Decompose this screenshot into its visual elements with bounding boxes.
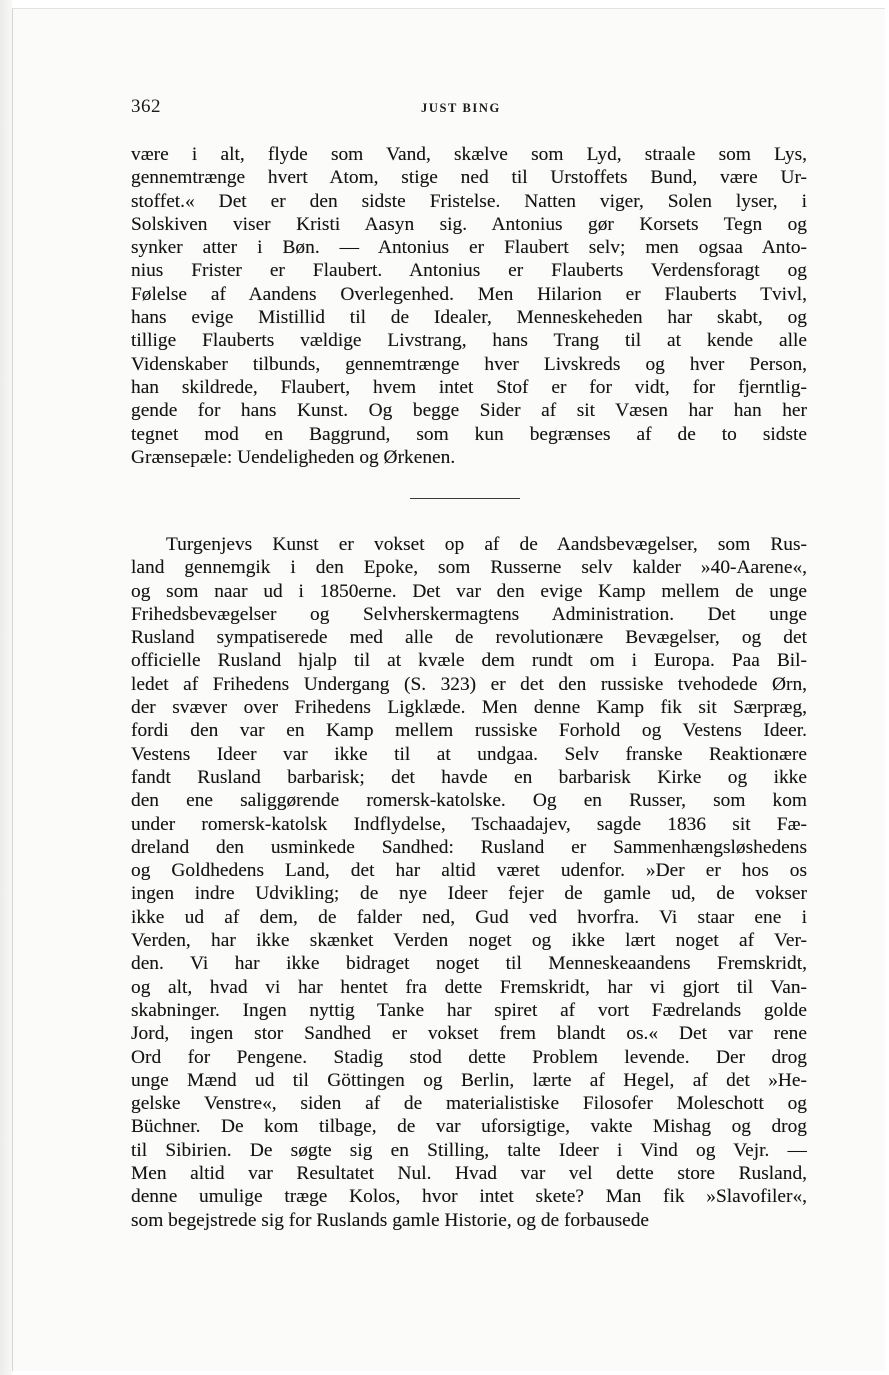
text-line: den ene saliggørende romersk-katolske. Og en Russer, som kom: [131, 790, 807, 812]
text-line: være i alt, flyde som Vand, skælve som Lyd, straale som Lys,: [131, 144, 807, 165]
text-line: tegnet mod en Baggrund, som kun begrænses af de to sidste: [131, 423, 807, 445]
text-line: som begejstrede sig for Ruslands gamle Historie, og de forbausede: [131, 1209, 650, 1231]
text-line: stoffet.« Det er den sidste Fristelse. Natten viger, Solen lyser, i: [131, 190, 807, 212]
text-line: og som naar ud i 1850erne. Det var den evige Kamp mellem de unge: [131, 580, 807, 602]
text-line: Videnskaber tilbunds, gennemtrænge hver Livskreds og hver Person,: [131, 353, 807, 375]
text-line: tillige Flauberts vældige Livstrang, hans Trang til at kende alle: [131, 330, 807, 352]
text-line: Frihedsbevægelser og Selvherskermagtens Administration. Det unge: [131, 603, 807, 625]
text-line: ingen indre Udvikling; de nye Ideer fejer de gamle ud, de vokser: [131, 883, 807, 905]
paragraph-antonius: [131, 143, 807, 469]
text-line: og Goldhedens Land, det har altid været udenfor. »Der er hos os: [131, 860, 807, 882]
text-line: dreland den usminkede Sandhed: Rusland er Sammenhængsløshedens: [131, 836, 807, 858]
text-line: nius Frister er Flaubert. Antonius er Flauberts Verdensforagt og: [131, 260, 807, 282]
section-divider: [410, 498, 520, 499]
text-line: fandt Rusland barbarisk; det havde en barbarisk Kirke og ikke: [131, 766, 807, 788]
text-line: fordi den var en Kamp mellem russiske Forhold og Vestens Ideer.: [131, 720, 807, 742]
text-line: Jord, ingen stor Sandhed er vokset frem blandt os.« Det var rene: [131, 1023, 807, 1045]
text-line: synker atter i Bøn. — Antonius er Flaubert selv; men ogsaa Anto-: [131, 237, 807, 259]
text-line: ikke ud af dem, de falder ned, Gud ved hvorfra. Vi staar ene i: [131, 906, 807, 928]
text-line: land gennemgik i den Epoke, som Russerne selv kalder »40-Aarene«,: [131, 557, 807, 579]
text-line: Büchner. De kom tilbage, de var uforsigtige, vakte Mishag og drog: [131, 1116, 807, 1138]
text-line: Grænsepæle: Uendeligheden og Ørkenen.: [131, 446, 456, 468]
text-line: skabninger. Ingen nyttig Tanke har spiret af vort Fædrelands golde: [131, 999, 807, 1021]
scan-edge: [0, 0, 12, 1375]
text-line: unge Mænd ud til Göttingen og Berlin, lærte af Hegel, af det »He-: [131, 1069, 807, 1091]
text-line: gennemtrænge hvert Atom, stige ned til Urstoffets Bund, være Ur-: [131, 167, 807, 189]
text-line: han skildrede, Flaubert, hvem intet Stof er for vidt, for fjerntlig-: [131, 376, 807, 398]
text-line: Turgenjevs Kunst er vokset op af de Aandsbevægelser, som Rus-: [166, 534, 807, 555]
text-line: der svæver over Frihedens Ligklæde. Men denne Kamp fik sit Særpræg,: [131, 697, 807, 719]
text-line: den. Vi har ikke bidraget noget til Menneskeaandens Fremskridt,: [131, 953, 807, 975]
text-line: officielle Rusland hjalp til at kvæle dem rundt om i Europa. Paa Bil-: [131, 650, 807, 672]
page-header: [131, 96, 807, 120]
text-line: og alt, hvad vi har hentet fra dette Fremskridt, har vi gjort til Van-: [131, 976, 807, 998]
running-head: JUST BING: [421, 101, 501, 115]
text-line: Rusland sympatiserede med alle de revolutionære Bevægelser, og det: [131, 627, 807, 649]
text-line: til Sibirien. De søgte sig en Stilling, talte Ideer i Vind og Vejr. —: [131, 1139, 807, 1161]
text-line: Verden, har ikke skænket Verden noget og ikke lært noget af Ver-: [131, 930, 807, 952]
text-line: Men altid var Resultatet Nul. Hvad var vel dette store Rusland,: [131, 1163, 807, 1185]
text-line: Solskiven viser Kristi Aasyn sig. Antonius gør Korsets Tegn og: [131, 213, 807, 235]
text-line: Følelse af Aandens Overlegenhed. Men Hilarion er Flauberts Tvivl,: [131, 283, 807, 305]
text-line: hans evige Mistillid til de Idealer, Menneskeheden har skabt, og: [131, 307, 807, 329]
text-line: gende for hans Kunst. Og begge Sider af sit Væsen har han her: [131, 400, 807, 422]
paragraph-turgenjev: [131, 533, 807, 1232]
text-line: denne umulige træge Kolos, hvor intet skete? Man fik »Slavofiler«,: [131, 1186, 807, 1208]
text-line: Ord for Pengene. Stadig stod dette Problem levende. Der drog: [131, 1046, 807, 1068]
page-number: 362: [131, 96, 161, 117]
text-line: gelske Venstre«, siden af de materialistiske Filosofer Moleschott og: [131, 1093, 807, 1115]
text-line: under romersk-katolsk Indflydelse, Tschaadajev, sagde 1836 sit Fæ-: [131, 813, 807, 835]
text-line: Vestens Ideer var ikke til at undgaa. Selv franske Reaktionære: [131, 743, 807, 765]
text-line: ledet af Frihedens Undergang (S. 323) er det den russiske tvehodede Ørn,: [131, 673, 807, 695]
